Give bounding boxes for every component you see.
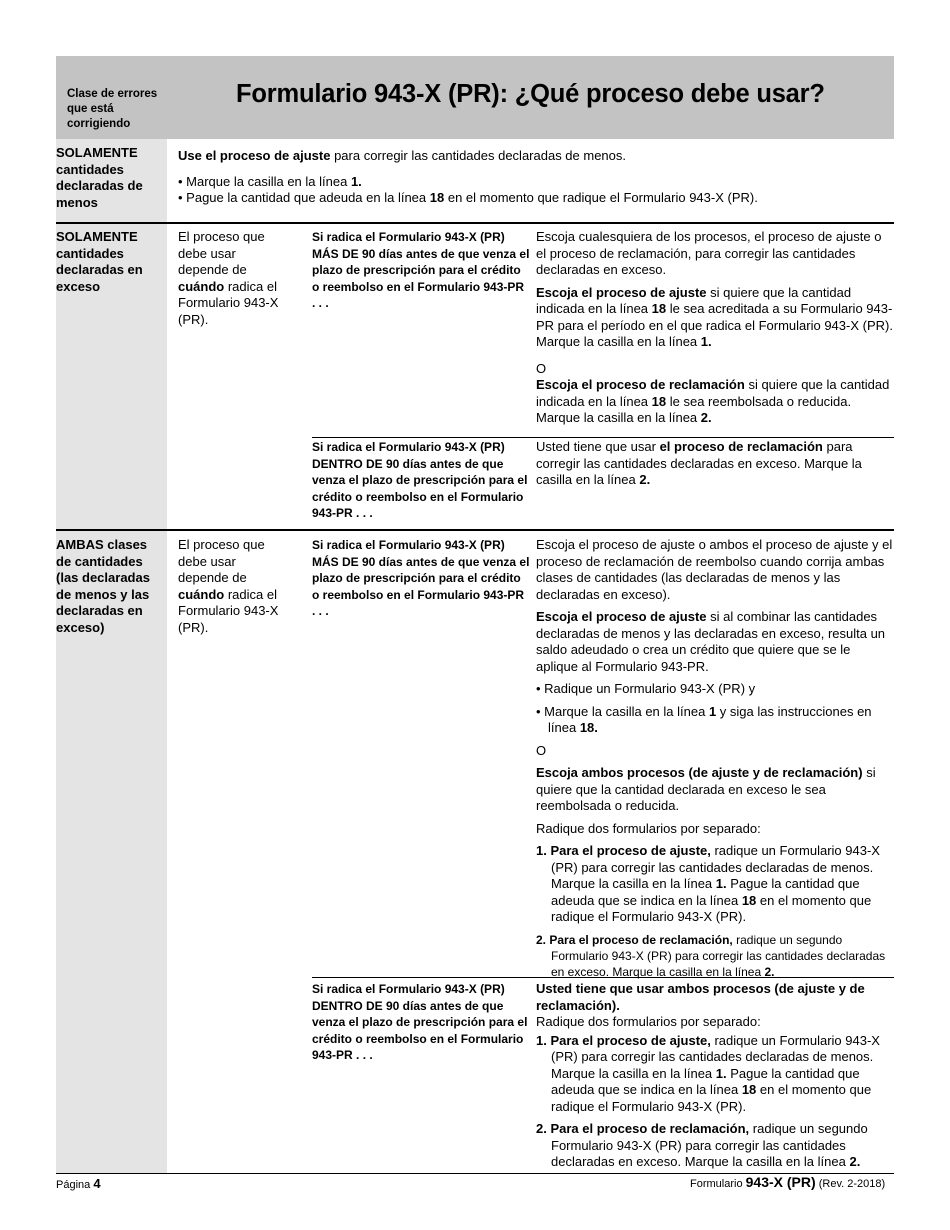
- table-header: [56, 56, 894, 139]
- row1-category: SOLAMENTE cantidades declaradas de menos: [56, 145, 143, 210]
- row3-when: El proceso que debe usar depende de cuándo radica el Formulario 943-X (PR).: [178, 537, 279, 635]
- row-divider: [56, 222, 894, 224]
- row2-when: El proceso que debe usar depende de cuándo radica el Formulario 943-X (PR).: [178, 229, 279, 327]
- row3-condition-within-90: Si radica el Formulario 943-X (PR) DENTRO DE 90 días antes de que venza el plazo de prescripción para el crédito o reembolso en el Formulario 943-PR . . .: [312, 982, 528, 1062]
- row3-answer-within-90: Usted tiene que usar ambos procesos (de ajuste y de reclamación). Radique dos formularios por separado: 1. Para el proceso de ajuste, radique un Formulario 943-X (PR) para corregir las cantidades declaradas de menos. Marque la casilla en la línea 1. Pague la cantidad que adeuda que se indica en la línea 18 en el momento que radique el Formulario 943-X (PR). 2. Para el proceso de reclamación, radique un segundo Formulario 943-X (PR) para corregir las cantidades declaradas en exceso. Marque la casilla en la línea 2.: [536, 981, 880, 1169]
- row1-content: Use el proceso de ajuste para corregir las cantidades declaradas de menos. • Marque la casilla en la línea 1. • Pague la cantidad que adeuda en la línea 18 en el momento que radique el Formulario 943-X (PR).: [178, 148, 758, 205]
- row3-condition-more-90: Si radica el Formulario 943-X (PR) MÁS DE 90 días antes de que venza el plazo de prescripción para el crédito o reembolso en el Formulario 943-PR . . .: [312, 538, 530, 618]
- row3-answer-more-90: Escoja el proceso de ajuste o ambos el proceso de ajuste y el proceso de reclamación de reembolso cuando corrija ambas clases de cantidades (las declaradas de menos y las declaradas en exceso). Escoja el proceso de ajuste si al combinar las cantidades declaradas de menos y las declaradas en exceso, resulta un saldo adeudado o crea un crédito que quiere que se le aplique al Formulario 943-PR. • Radique un Formulario 943-X (PR) y • Marque la casilla en la línea 1 y siga las instrucciones en línea 18. O Escoja ambos procesos (de ajuste y de reclamación) si quiere que la cantidad declarada en exceso le sea reembolsada o reducida. Radique dos formularios por separado: 1. Para el proceso de ajuste, radique un Formulario 943-X (PR) para corregir las cantidades declaradas de menos. Marque la casilla en la línea 1. Pague la cantidad que adeuda que se indica en la línea 18 en el momento que radique el Formulario 943-X (PR). 2. Para el proceso de reclamación, radique un segundo Formulario 943-X (PR) para corregir las cantidades declaradas en exceso. Marque la casilla en la línea 2.: [536, 537, 893, 979]
- sub-row-divider: [312, 977, 894, 978]
- row3-category: AMBAS clases de cantidades (las declaradas de menos y las declaradas en exceso): [56, 537, 150, 635]
- row2-condition-within-90: Si radica el Formulario 943-X (PR) DENTRO DE 90 días antes de que venza el plazo de prescripción para el crédito o reembolso en el Formulario 943-PR . . .: [312, 440, 528, 520]
- row2-category: SOLAMENTE cantidades declaradas en exceso: [56, 229, 143, 294]
- row-divider: [56, 529, 894, 531]
- page-number: Página 4: [56, 1176, 101, 1191]
- page-title: Formulario 943-X (PR): ¿Qué proceso debe usar?: [236, 80, 825, 108]
- form-id: Formulario 943-X (PR) (Rev. 2-2018): [690, 1174, 886, 1190]
- header-label: Clase de errores que está corrigiendo: [67, 88, 158, 130]
- sub-row-divider: [312, 437, 894, 438]
- row2-answer-within-90: Usted tiene que usar el proceso de reclamación para corregir las cantidades declaradas en exceso. Marque la casilla en la línea 2.: [536, 439, 862, 487]
- row2-condition-more-90: Si radica el Formulario 943-X (PR) MÁS DE 90 días antes de que venza el plazo de prescripción para el crédito o reembolso en el Formulario 943-PR . . .: [312, 230, 530, 310]
- row2-answer-more-90: Escoja cualesquiera de los procesos, el proceso de ajuste o el proceso de reclamación, para corregir las cantidades declaradas en exceso. Escoja el proceso de ajuste si quiere que la cantidad indicada en la línea 18 le sea acreditada a su Formulario 943-PR para el período en el que radica el Formulario 943-X (PR). Marque la casilla en la línea 1. O Escoja el proceso de reclamación si quiere que la cantidad indicada en la línea 18 le sea reembolsada o reducida. Marque la casilla en la línea 2.: [536, 229, 893, 425]
